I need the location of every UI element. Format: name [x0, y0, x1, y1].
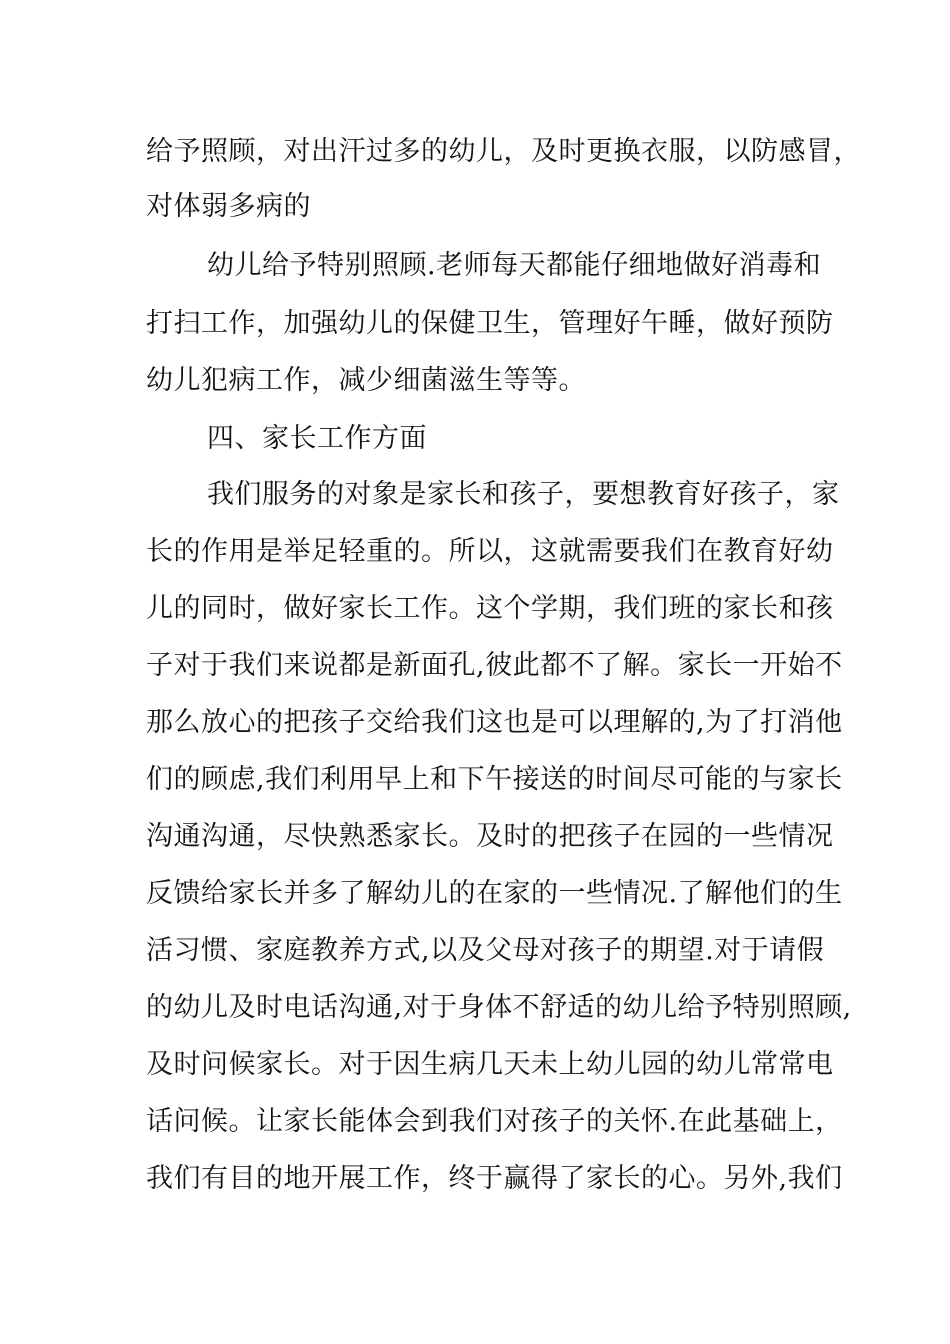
text-line-5: 幼儿犯病工作，减少细菌滋生等等。: [146, 365, 586, 396]
text-line-13: 沟通沟通，尽快熟悉家长。及时的把孩子在园的一些情况: [146, 821, 834, 852]
text-line-12: 们的顾虑,我们利用早上和下午接送的时间尽可能的与家长: [146, 764, 843, 795]
text-line-10: 子对于我们来说都是新面孔,彼此都不了解。家长一开始不: [146, 650, 843, 681]
text-line-18: 话问候。让家长能体会到我们对孩子的关怀.在此基础上，: [146, 1106, 843, 1137]
text-line-17: 及时问候家长。对于因生病几天未上幼儿园的幼儿常常电: [146, 1049, 834, 1080]
text-line-15: 活习惯、家庭教养方式,以及父母对孩子的期望.对于请假: [146, 935, 825, 966]
text-line-3: 幼儿给予特别照顾.老师每天都能仔细地做好消毒和: [207, 250, 822, 281]
section-heading: 四、家长工作方面: [207, 423, 427, 454]
text-line-11: 那么放心的把孩子交给我们这也是可以理解的,为了打消他: [146, 707, 843, 738]
text-line-19: 我们有目的地开展工作，终于赢得了家长的心。另外,我们: [146, 1163, 843, 1194]
text-line-9: 儿的同时，做好家长工作。这个学期，我们班的家长和孩: [146, 593, 834, 624]
text-line-16: 的幼儿及时电话沟通,对于身体不舒适的幼儿给予特别照顾,: [146, 992, 852, 1023]
text-line-2: 对体弱多病的: [146, 191, 311, 222]
text-line-1: 给予照顾，对出汗过多的幼儿，及时更换衣服，以防感冒，: [146, 136, 861, 167]
text-line-7: 我们服务的对象是家长和孩子，要想教育好孩子，家: [207, 479, 840, 510]
text-line-8: 长的作用是举足轻重的。所以，这就需要我们在教育好幼: [146, 536, 834, 567]
text-line-14: 反馈给家长并多了解幼儿的在家的一些情况.了解他们的生: [146, 878, 843, 909]
text-line-4: 打扫工作，加强幼儿的保健卫生，管理好午睡，做好预防: [146, 308, 834, 339]
